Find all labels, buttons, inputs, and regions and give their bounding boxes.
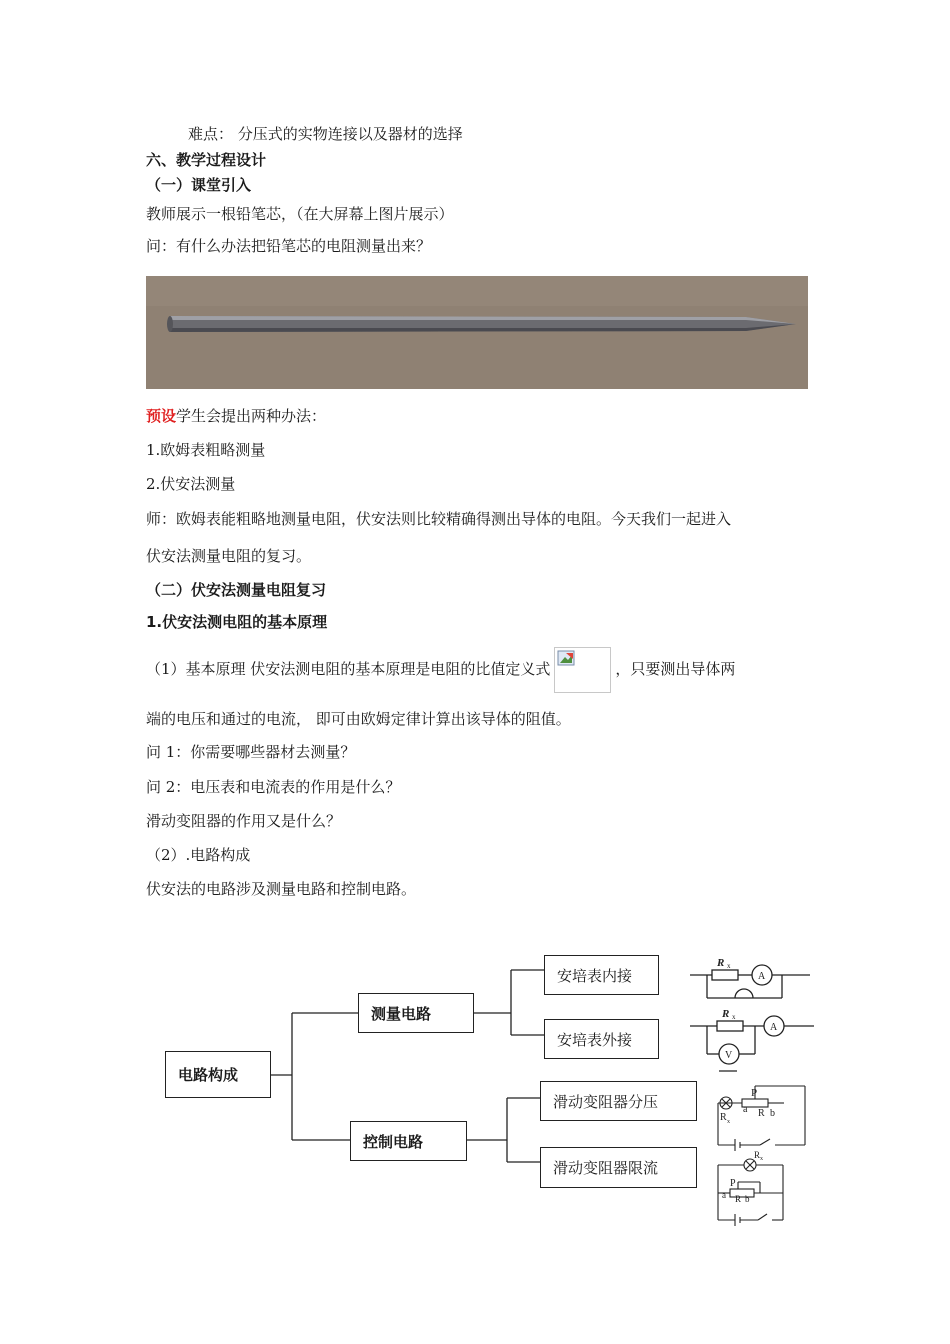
rheostat-label: R [758, 1108, 765, 1119]
inner-node: 安培表内接 [544, 955, 659, 995]
end-a-label: a [743, 1104, 748, 1115]
control-node: 控制电路 [350, 1121, 467, 1161]
preset-text: 学生会提出两种办法： [176, 407, 327, 425]
subsection-heading: （一）课堂引入 [146, 176, 252, 194]
paragraph: 问：有什么办法把铅笔芯的电阻测量出来？ [146, 237, 432, 255]
list-item: 2.伏安法测量 [146, 475, 236, 493]
rx-sub: x [727, 1119, 730, 1125]
list-item: 1.欧姆表粗略测量 [146, 441, 266, 459]
ammeter-outer-circuit [690, 1016, 814, 1071]
question: 滑动变阻器的作用又是什么？ [146, 812, 342, 830]
slider-p-label: P [730, 1178, 736, 1189]
rx-sub: x [760, 1156, 763, 1162]
principle-text-cont: ，只要测出导体两 [615, 660, 736, 678]
ammeter-inner-circuit [690, 965, 810, 998]
preset-label: 预设 [146, 407, 177, 425]
measure-node: 测量电路 [358, 993, 474, 1033]
limiter-node: 滑动变阻器限流 [540, 1147, 697, 1188]
voltmeter-label: V [725, 1050, 733, 1061]
paragraph: 伏安法的电路涉及测量电路和控制电路。 [146, 880, 417, 898]
ammeter-label: A [758, 971, 766, 982]
end-b-label: b [745, 1194, 750, 1204]
difficulty-line: 难点： 分压式的实物连接以及器材的选择 [188, 125, 463, 143]
outer-node: 安培表外接 [544, 1019, 659, 1059]
rx-sub: x [732, 1013, 736, 1021]
paragraph: 教师展示一根铅笔芯，（在大屏幕上图片展示） [146, 205, 454, 223]
paragraph: 端的电压和通过的电流， 即可由欧姆定律计算出该导体的阻值。 [146, 710, 571, 728]
subsection-heading: （二）伏安法测量电阻复习 [146, 581, 327, 599]
rx-sub: x [727, 962, 731, 970]
slider-p-label: P [751, 1087, 758, 1099]
root-node: 电路构成 [165, 1051, 271, 1098]
ammeter-label: A [770, 1022, 778, 1033]
end-b-label: b [770, 1108, 775, 1119]
rx-label: R [722, 1008, 730, 1020]
rx-label: R [754, 1150, 761, 1160]
principle-text: （1）基本原理 伏安法测电阻的基本原理是电阻的比值定义式 [146, 660, 551, 678]
question: 问 1：你需要哪些器材去测量？ [146, 743, 356, 761]
paragraph: （2）.电路构成 [146, 846, 251, 864]
rheostat-label: R [735, 1194, 742, 1204]
paragraph: 伏安法测量电阻的复习。 [146, 547, 312, 565]
divider-node: 滑动变阻器分压 [540, 1081, 697, 1121]
rx-label: R [720, 1112, 727, 1123]
section-heading: 六、教学过程设计 [146, 151, 267, 169]
end-a-label: a [722, 1190, 726, 1200]
rx-label: R [717, 957, 725, 969]
rheostat-limiter-circuit [718, 1159, 783, 1226]
paragraph: 师：欧姆表能粗略地测量电阻，伏安法则比较精确得测出导体的电阻。今天我们一起进入 [146, 510, 732, 528]
subsection-heading: 1.伏安法测电阻的基本原理 [146, 613, 328, 631]
question: 问 2：电压表和电流表的作用是什么？ [146, 778, 401, 796]
